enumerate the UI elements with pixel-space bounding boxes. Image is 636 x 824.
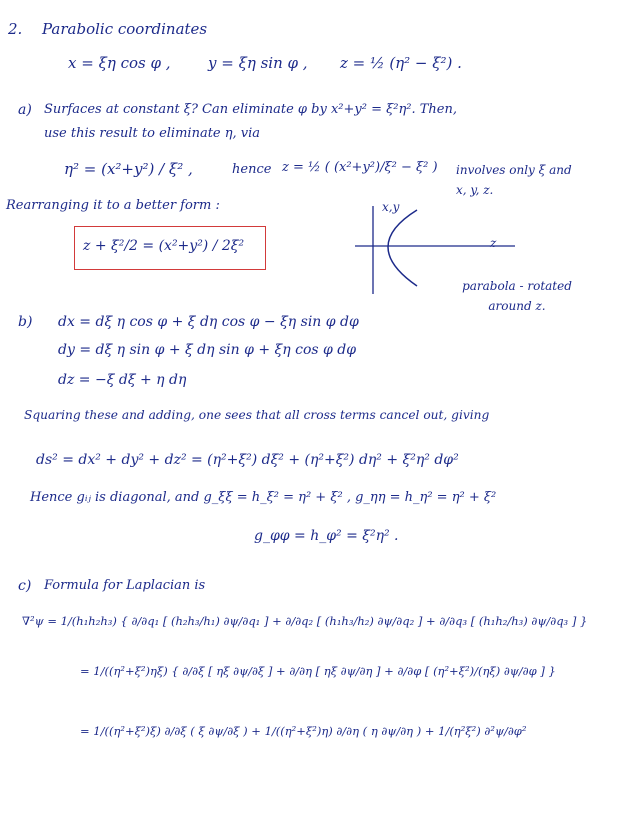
dx-equation: dx = dξ η cos φ + ξ dη cos φ − ξη sin φ dφ	[58, 314, 359, 330]
rearrange-text: Rearranging it to a better form :	[6, 198, 220, 213]
hence-diagonal-text: Hence gᵢⱼ is diagonal, and g_ξξ = h_ξ² = η² + ξ² , g_ηη = h_η² = η² + ξ²	[30, 490, 497, 505]
dz-equation: dz = −ξ dξ + η dη	[58, 372, 187, 388]
boxed-result	[74, 226, 266, 270]
definition-y: y = ξη sin φ ,	[208, 54, 308, 72]
laplacian-simplified: = 1/((η²+ξ²)ξ) ∂/∂ξ ( ξ ∂ψ/∂ξ ) + 1/((η²+ξ²)η) ∂/∂η ( η ∂ψ/∂η ) + 1/(η²ξ²) ∂²ψ/∂φ²	[80, 724, 527, 738]
part-a-line1: Surfaces at constant ξ? Can eliminate φ by x²+y² = ξ²η². Then,	[44, 102, 457, 117]
problem-title: Parabolic coordinates	[42, 20, 208, 38]
g-phi-equation: g_φφ = h_φ² = ξ²η² .	[254, 528, 399, 544]
parabola-note: parabola - rotated around z.	[462, 279, 572, 313]
problem-number: 2.	[8, 20, 23, 38]
definition-z: z = ½ (η² − ξ²) .	[340, 54, 462, 72]
hence-word: hence	[232, 162, 272, 177]
axis-label-xy: x,y	[382, 200, 400, 214]
part-c-label: c)	[18, 578, 32, 594]
part-a-label: a)	[18, 102, 32, 118]
axis-label-z: z	[490, 236, 497, 250]
z-equation: z = ½ ( (x²+y²)/ξ² − ξ² )	[282, 160, 438, 175]
part-a-line2: use this result to eliminate η, via	[44, 126, 261, 141]
involves-note: involves only ξ and x, y, z.	[456, 163, 572, 197]
line-element-equation: ds² = dx² + dy² + dz² = (η²+ξ²) dξ² + (η²+ξ²) dη² + ξ²η² dφ²	[36, 452, 459, 468]
boxed-equation: z + ξ²/2 = (x²+y²) / 2ξ²	[83, 238, 245, 254]
definition-x: x = ξη cos φ ,	[68, 54, 171, 72]
dy-equation: dy = dξ η sin φ + ξ dη sin φ + ξη cos φ dφ	[58, 342, 357, 358]
laplacian-general: ∇²ψ = 1/(h₁h₂h₃) { ∂/∂q₁ [ (h₂h₃/h₁) ∂ψ/∂q₁ ] + ∂/∂q₂ [ (h₁h₃/h₂) ∂ψ/∂q₂ ] + ∂/∂q₃ [ (h₁h₂/h₃) ∂ψ/∂q₃ ] }	[22, 614, 588, 628]
laplacian-title: Formula for Laplacian is	[44, 578, 206, 593]
eta-squared-equation: η² = (x²+y²) / ξ² ,	[64, 160, 193, 178]
squaring-text: Squaring these and adding, one sees that all cross terms cancel out, giving	[24, 408, 490, 422]
laplacian-parabolic: = 1/((η²+ξ²)ηξ) { ∂/∂ξ [ ηξ ∂ψ/∂ξ ] + ∂/∂η [ ηξ ∂ψ/∂η ] + ∂/∂φ [ (η²+ξ²)/(ηξ) ∂ψ/∂φ ] }	[80, 664, 556, 678]
part-b-label: b)	[18, 314, 33, 330]
parabola-curve	[388, 210, 417, 286]
